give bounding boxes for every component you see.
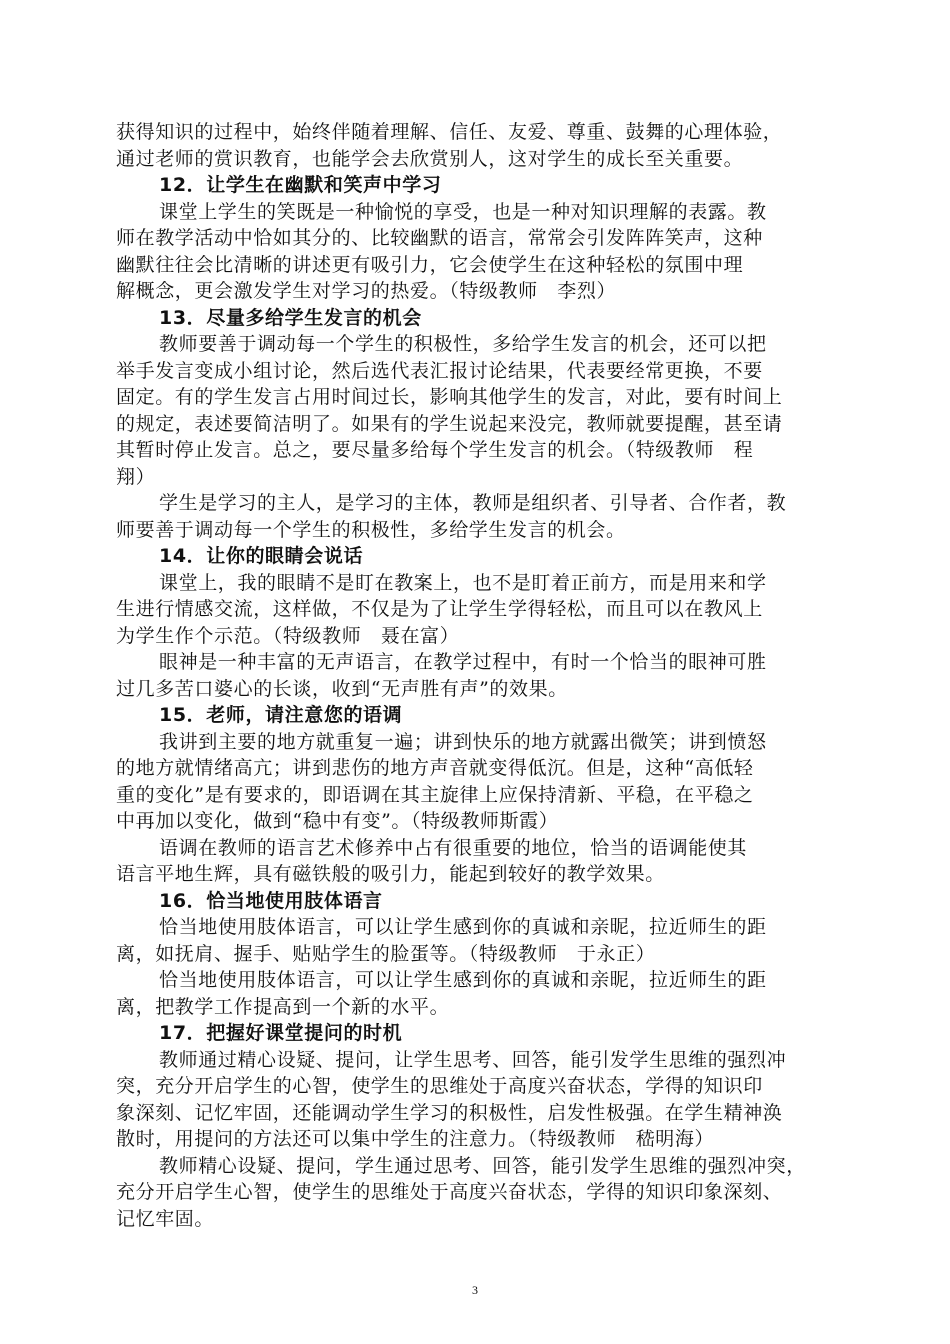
text-line: 解概念，更会激发学生对学习的热爱。（特级教师 李烈） [116,280,617,302]
text-line: 记忆牢固。 [116,1207,215,1230]
paragraph [116,729,839,835]
text-line: 幽默往往会比清晰的讲述更有吸引力，它会使学生在这种轻松的氛围中理 [116,253,744,276]
text-line: 为学生作个示范。（特级教师 聂在富） [116,624,460,647]
paragraph [116,967,839,1020]
text-line: 教师要善于调动每一个学生的积极性，多给学生发言的机会，还可以把 [159,333,767,355]
text-line: 恰当地使用肢体语言，可以让学生感到你的真诚和亲昵，拉近师生的距 [159,969,767,991]
text-line: 的规定，表述要简洁明了。如果有的学生说起来没完，教师就要提醒，甚至请 [116,412,783,435]
paragraph [116,649,839,702]
paragraph [116,914,839,967]
text-line: 学生是学习的主人，是学习的主体，教师是组织者、引导者、合作者，教 [159,492,787,514]
text-line: 固定。有的学生发言占用时间过长，影响其他学生的发言，对此，要有时间上 [116,386,783,408]
paragraph [116,835,839,888]
text-line: 眼神是一种丰富的无声语言，在教学过程中，有时一个恰当的眼神可胜 [159,651,767,673]
text-line: 师要善于调动每一个学生的积极性，多给学生发言的机会。 [116,518,626,541]
text-line: 的地方就情绪高亢；讲到悲伤的地方声音就变得低沉。但是，这种“高低轻 [116,757,754,779]
text-line: 教师精心设疑、提问，学生通过思考、回答，能引发学生思维的强烈冲突， [159,1154,806,1177]
section-heading: 13．尽量多给学生发言的机会 [159,306,422,329]
page-number: 3 [472,1283,478,1297]
paragraph [116,570,839,650]
text-line: 重的变化”是有要求的，即语调在其主旋律上应保持清新、平稳，在平稳之 [116,783,754,806]
document-body [116,119,839,1232]
text-line: 语调在教师的语言艺术修养中占有很重要的地位，恰当的语调能使其 [159,836,748,859]
section-heading: 14．让你的眼睛会说话 [159,545,364,567]
paragraph [116,490,839,543]
text-line: 教师通过精心设疑、提问，让学生思考、回答，能引发学生思维的强烈冲 [159,1048,787,1071]
text-line: 充分开启学生心智，使学生的思维处于高度兴奋状态，学得的知识印象深刻、 [116,1181,783,1203]
text-line: 生进行情感交流，这样做，不仅是为了让学生学得轻松，而且可以在教风上 [116,598,763,620]
paragraph [116,1047,839,1153]
text-line: 翔） [116,465,156,488]
text-line: 举手发言变成小组讨论，然后选代表汇报讨论结果，代表要经常更换，不要 [116,359,763,382]
text-line: 课堂上学生的笑既是一种愉悦的享受，也是一种对知识理解的表露。教 [159,200,767,223]
text-line: 突，充分开启学生的心智，使学生的思维处于高度兴奋状态，学得的知识印 [116,1075,763,1097]
section-heading: 17．把握好课堂提问的时机 [159,1022,403,1044]
paragraph [116,1153,839,1233]
text-line: 师在教学活动中恰如其分的、比较幽默的语言，常常会引发阵阵笑声，这种 [116,227,763,249]
text-line: 离，如抚肩、握手、贴贴学生的脸蛋等。（特级教师 于永正） [116,942,656,965]
section-heading: 15．老师，请注意您的语调 [159,704,403,726]
text-line: 其暂时停止发言。总之，要尽量多给每个学生发言的机会。（特级教师 程 [116,439,754,461]
text-line: 获得知识的过程中，始终伴随着理解、信任、友爱、尊重、鼓舞的心理体验， [116,121,783,143]
paragraph [116,119,839,172]
text-line: 恰当地使用肢体语言，可以让学生感到你的真诚和亲昵，拉近师生的距 [159,916,767,938]
paragraph [116,331,839,490]
text-line: 离，把教学工作提高到一个新的水平。 [116,995,450,1018]
paragraph [116,199,839,305]
text-line: 语言平地生辉，具有磁铁般的吸引力，能起到较好的教学效果。 [116,863,665,885]
section-heading: 12．让学生在幽默和笑声中学习 [159,174,442,196]
text-line: 象深刻、记忆牢固，还能调动学生学习的积极性，启发性极强。在学生精神涣 [116,1101,783,1124]
text-line: 过几多苦口婆心的长谈，收到“无声胜有声”的效果。 [116,677,568,700]
text-line: 课堂上，我的眼睛不是盯在教案上，也不是盯着正前方，而是用来和学 [159,571,767,594]
text-line: 我讲到主要的地方就重复一遍；讲到快乐的地方就露出微笑；讲到愤怒 [159,730,767,753]
text-line: 中再加以变化，做到“稳中有变”。（特级教师斯霞） [116,810,559,832]
text-line: 通过老师的赏识教育，也能学会去欣赏别人，这对学生的成长至关重要。 [116,147,744,170]
text-line: 散时，用提问的方法还可以集中学生的注意力。（特级教师 嵇明海） [116,1128,715,1150]
section-heading: 16．恰当地使用肢体语言 [159,889,383,912]
